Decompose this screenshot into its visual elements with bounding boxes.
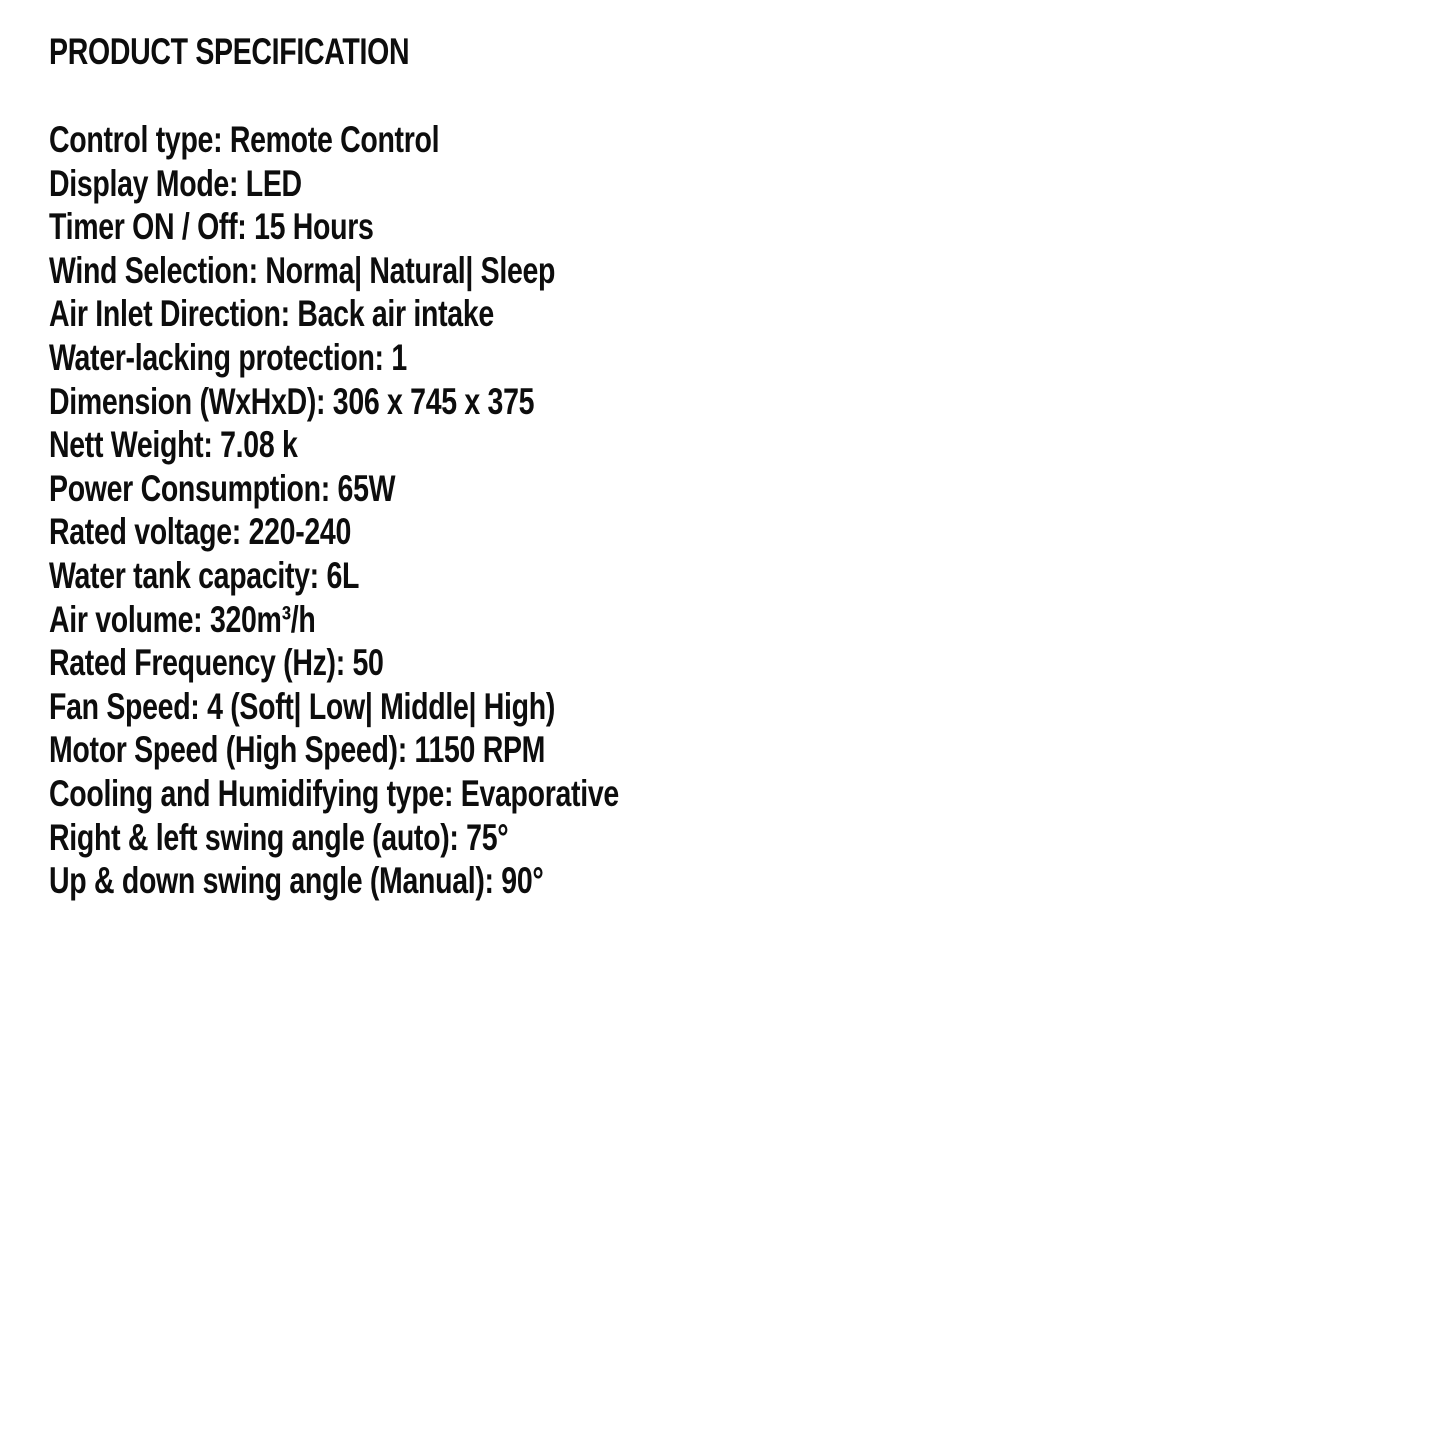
spec-line-display-mode: Display Mode: LED bbox=[49, 162, 302, 204]
spec-line-water-tank-capacity: Water tank capacity: 6L bbox=[49, 554, 360, 596]
spec-line-nett-weight: Nett Weight: 7.08 k bbox=[49, 424, 298, 466]
spec-line-motor-speed: Motor Speed (High Speed): 1150 RPM bbox=[49, 729, 546, 771]
spec-line-cooling-type: Cooling and Humidifying type: Evaporative bbox=[49, 772, 619, 814]
spec-line-air-volume: Air volume: 320m³/h bbox=[49, 598, 316, 640]
spec-line-right-left-swing: Right & left swing angle (auto): 75° bbox=[49, 816, 509, 858]
spec-line-power-consumption: Power Consumption: 65W bbox=[49, 467, 396, 509]
spec-line-rated-frequency: Rated Frequency (Hz): 50 bbox=[49, 642, 384, 684]
spec-line-timer: Timer ON / Off: 15 Hours bbox=[49, 206, 374, 248]
spec-line-wind-selection: Wind Selection: Norma| Natural| Sleep bbox=[49, 249, 556, 291]
spec-line-up-down-swing: Up & down swing angle (Manual): 90° bbox=[49, 860, 544, 902]
spec-line-air-inlet-direction: Air Inlet Direction: Back air intake bbox=[49, 293, 494, 335]
spec-line-rated-voltage: Rated voltage: 220-240 bbox=[49, 511, 351, 553]
spec-line-fan-speed: Fan Speed: 4 (Soft| Low| Middle| High) bbox=[49, 685, 556, 727]
page-title: PRODUCT SPECIFICATION bbox=[49, 31, 410, 72]
spec-line-water-lacking: Water-lacking protection: 1 bbox=[49, 336, 407, 378]
spec-content bbox=[49, 30, 1435, 903]
spec-line-control-type: Control type: Remote Control bbox=[49, 119, 440, 160]
spec-line-dimension: Dimension (WxHxD): 306 x 745 x 375 bbox=[49, 380, 535, 422]
spec-list bbox=[49, 118, 1435, 903]
